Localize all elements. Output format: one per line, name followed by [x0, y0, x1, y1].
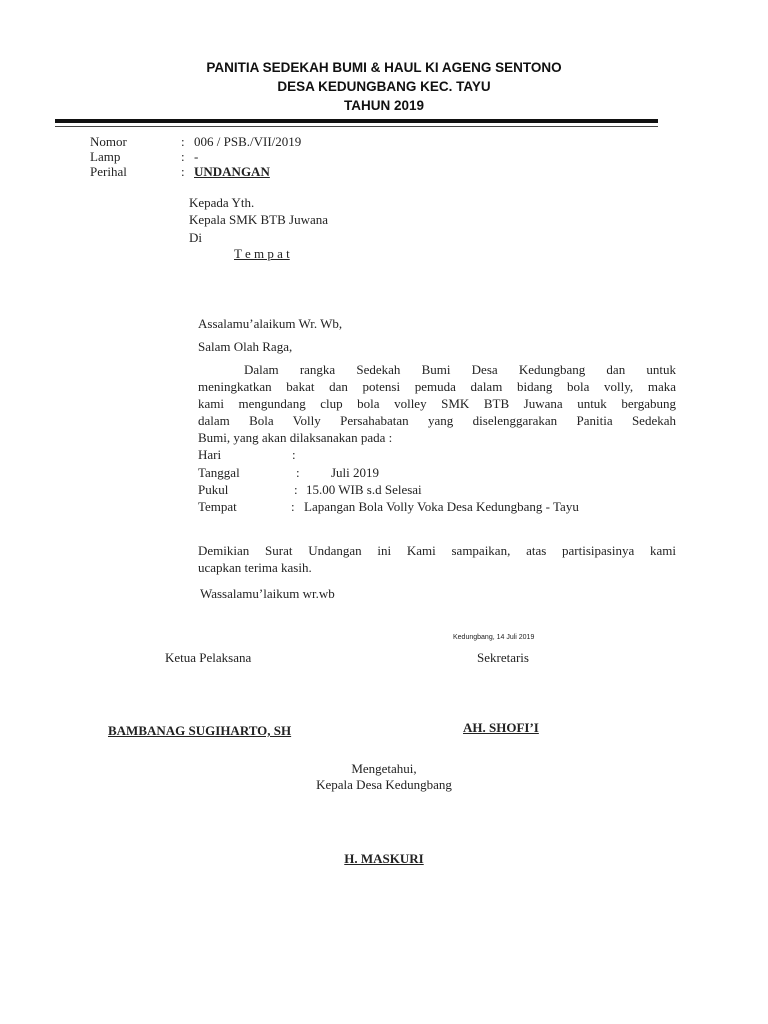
schedule-tanggal-sep: : — [296, 465, 300, 480]
meta-perihal-sep: : — [181, 164, 185, 179]
meta-nomor-sep: : — [181, 134, 185, 149]
schedule-hari-label: Hari — [198, 447, 222, 462]
schedule-pukul-value: 15.00 WIB s.d Selesai — [306, 482, 422, 497]
body-line: meningkatkan bakat dan potensi pemuda dalam bidang bola volly, maka — [198, 379, 676, 394]
schedule-tempat-value: Lapangan Bola Volly Voka Desa Kedungbang - Tayu — [304, 499, 579, 514]
closing-paragraph — [198, 542, 676, 576]
acknowledge-name: H. MASKURI — [344, 851, 424, 866]
schedule-tanggal-label: Tanggal — [198, 465, 240, 480]
header-line-1: PANITIA SEDEKAH BUMI & HAUL KI AGENG SENTONO — [206, 60, 562, 75]
body-line: Dalam rangka Sedekah Bumi Desa Kedungbang dan untuk — [244, 362, 676, 377]
meta-perihal-label: Perihal — [90, 164, 127, 179]
salutation: Salam Olah Raga, — [198, 339, 293, 354]
schedule-tempat-label: Tempat — [198, 499, 237, 514]
schedule-tanggal-value: Juli 2019 — [331, 465, 380, 480]
meta-lamp-value: - — [194, 149, 199, 164]
recipient-line-2: Kepala SMK BTB Juwana — [189, 212, 329, 227]
schedule-hari-sep: : — [292, 447, 296, 462]
meta-nomor-value: 006 / PSB./VII/2019 — [194, 134, 302, 149]
closing-line: ucapkan terima kasih. — [198, 560, 312, 575]
greeting: Assalamu’alaikum Wr. Wb, — [198, 316, 343, 331]
meta-lamp-sep: : — [181, 149, 185, 164]
signature-right-name: AH. SHOFI’I — [463, 720, 539, 735]
schedule-pukul-sep: : — [294, 482, 298, 497]
meta-lamp-label: Lamp — [90, 149, 121, 164]
farewell: Wassalamu’laikum wr.wb — [200, 586, 335, 601]
closing-line: Demikian Surat Undangan ini Kami sampaikan, atas partisipasinya kami — [198, 543, 676, 558]
schedule-pukul-label: Pukul — [198, 482, 229, 497]
acknowledge-line-1: Mengetahui, — [351, 761, 417, 776]
signature-left-title: Ketua Pelaksana — [165, 650, 252, 665]
signature-right-title: Sekretaris — [477, 650, 529, 665]
recipient-line-1: Kepada Yth. — [189, 195, 255, 210]
header-line-2: DESA KEDUNGBANG KEC. TAYU — [277, 79, 491, 94]
body-line: kami mengundang clup bola volley SMK BTB Juwana untuk bergabung — [198, 396, 676, 411]
meta-nomor-label: Nomor — [90, 134, 127, 149]
body-line: dalam Bola Volly Persahabatan yang diselenggarakan Panitia Sedekah — [198, 413, 676, 428]
header-rule-thick — [55, 119, 658, 123]
meta-perihal-value: UNDANGAN — [194, 164, 270, 179]
signature-left-name: BAMBANAG SUGIHARTO, SH — [108, 723, 292, 738]
header-line-3: TAHUN 2019 — [343, 98, 425, 113]
header-rule-thin — [55, 126, 658, 127]
recipient-line-3: Di — [189, 230, 202, 245]
body-line: Bumi, yang akan dilaksanakan pada : — [198, 430, 393, 445]
schedule-tempat-sep: : — [291, 499, 295, 514]
body-paragraph — [198, 361, 676, 446]
acknowledge-line-2: Kepala Desa Kedungbang — [316, 777, 452, 792]
recipient-place: T e m p a t — [234, 246, 290, 261]
date-place: Kedungbang, 14 Juli 2019 — [453, 634, 535, 641]
